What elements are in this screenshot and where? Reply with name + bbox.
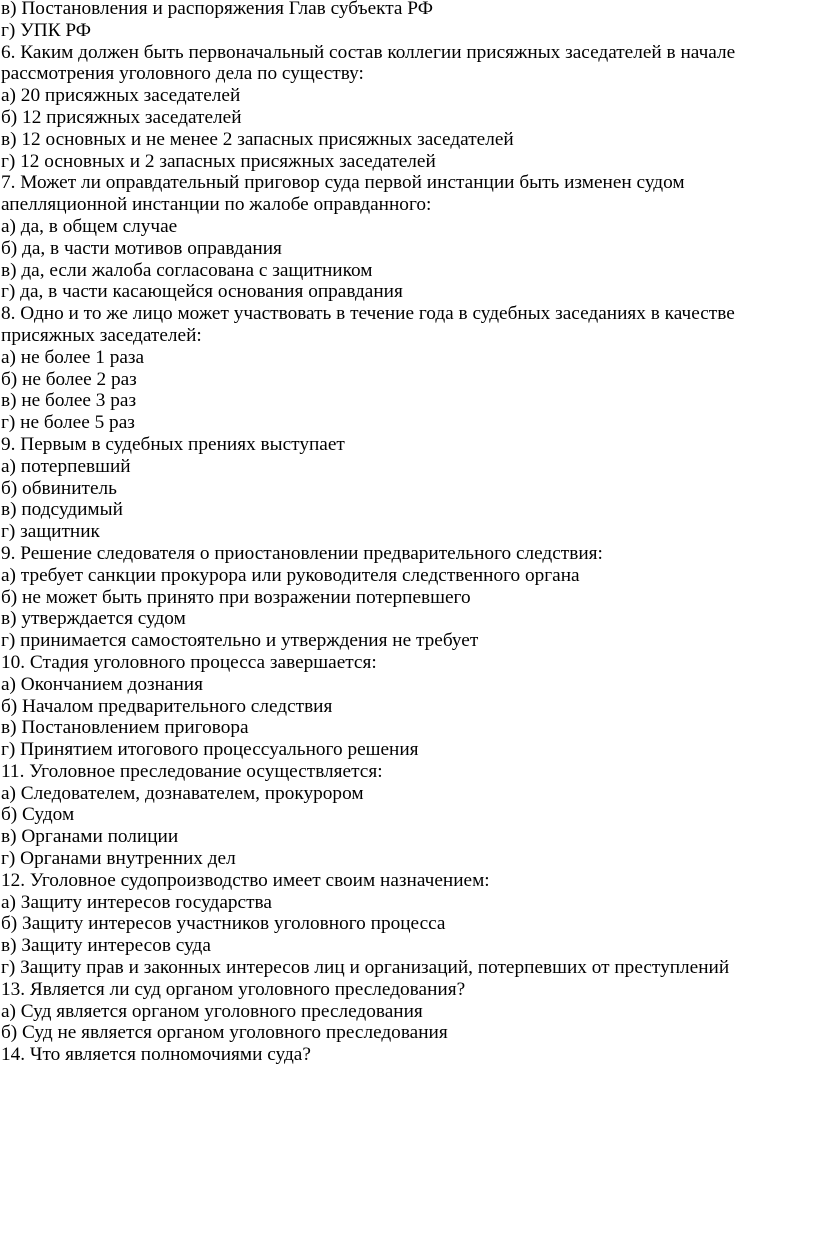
text-line: а) не более 1 раза	[1, 346, 145, 368]
text-line: в) Органами полиции	[1, 826, 179, 848]
text-line: 10. Стадия уголовного процесса завершается:	[1, 651, 377, 673]
text-line: б) обвинитель	[1, 477, 117, 499]
text-line: присяжных заседателей:	[1, 324, 202, 346]
text-line: б) не более 2 раз	[1, 368, 137, 390]
text-line: в) не более 3 раз	[1, 390, 137, 412]
text-line: 6. Каким должен быть первоначальный состав коллегии присяжных заседателей в начале	[1, 41, 736, 63]
text-line: в) подсудимый	[1, 499, 123, 521]
text-line: 11. Уголовное преследование осуществляется:	[1, 760, 383, 782]
text-line: 7. Может ли оправдательный приговор суда первой инстанции быть изменен судом	[1, 172, 685, 194]
text-line: а) да, в общем случае	[1, 215, 178, 237]
text-line: г) Органами внутренних дел	[1, 848, 236, 870]
text-line: б) Началом предварительного следствия	[1, 695, 333, 717]
text-line: г) УПК РФ	[1, 19, 92, 41]
text-line: в) утверждается судом	[1, 608, 186, 630]
text-line: б) Суд не является органом уголовного преследования	[1, 1022, 448, 1044]
text-line: г) да, в части касающейся основания оправдания	[1, 281, 403, 303]
text-line: г) 12 основных и 2 запасных присяжных заседателей	[1, 150, 436, 172]
text-line: б) Защиту интересов участников уголовного процесса	[1, 913, 446, 935]
text-line: в) 12 основных и не менее 2 запасных присяжных заседателей	[1, 128, 514, 150]
text-line: б) да, в части мотивов оправдания	[1, 237, 282, 259]
text-line: 9. Первым в судебных прениях выступает	[1, 433, 345, 455]
text-line: рассмотрения уголовного дела по существу:	[1, 63, 364, 85]
text-line: а) Суд является органом уголовного преследования	[1, 1000, 423, 1022]
text-line: в) Постановлением приговора	[1, 717, 249, 739]
text-line: а) 20 присяжных заседателей	[1, 85, 241, 107]
text-line: а) Защиту интересов государства	[1, 891, 272, 913]
text-line: б) не может быть принято при возражении потерпевшего	[1, 586, 471, 608]
text-line: в) Постановления и распоряжения Глав субъекта РФ	[1, 0, 433, 19]
text-line: а) Окончанием дознания	[1, 673, 203, 695]
text-line: в) да, если жалоба согласована с защитником	[1, 259, 373, 281]
text-line: г) защитник	[1, 521, 100, 543]
text-line: 13. Является ли суд органом уголовного преследования?	[1, 978, 466, 1000]
text-line: б) 12 присяжных заседателей	[1, 106, 242, 128]
text-line: 9. Решение следователя о приостановлении предварительного следствия:	[1, 542, 603, 564]
text-line: б) Судом	[1, 804, 75, 826]
text-line: апелляционной инстанции по жалобе оправданного:	[1, 194, 432, 216]
text-line: г) Защиту прав и законных интересов лиц и организаций, потерпевших от преступлений	[1, 957, 730, 979]
text-line: 12. Уголовное судопроизводство имеет своим назначением:	[1, 869, 490, 891]
text-line: а) Следователем, дознавателем, прокурором	[1, 782, 364, 804]
text-line: а) потерпевший	[1, 455, 131, 477]
text-line: 14. Что является полномочиями суда?	[1, 1044, 311, 1066]
text-line: в) Защиту интересов суда	[1, 935, 211, 957]
text-line: г) Принятием итогового процессуального решения	[1, 739, 419, 761]
text-line: 8. Одно и то же лицо может участвовать в течение года в судебных заседаниях в качестве	[1, 303, 735, 325]
text-line: а) требует санкции прокурора или руководителя следственного органа	[1, 564, 580, 586]
text-line: г) не более 5 раз	[1, 412, 135, 434]
text-line: г) принимается самостоятельно и утверждения не требует	[1, 630, 479, 652]
